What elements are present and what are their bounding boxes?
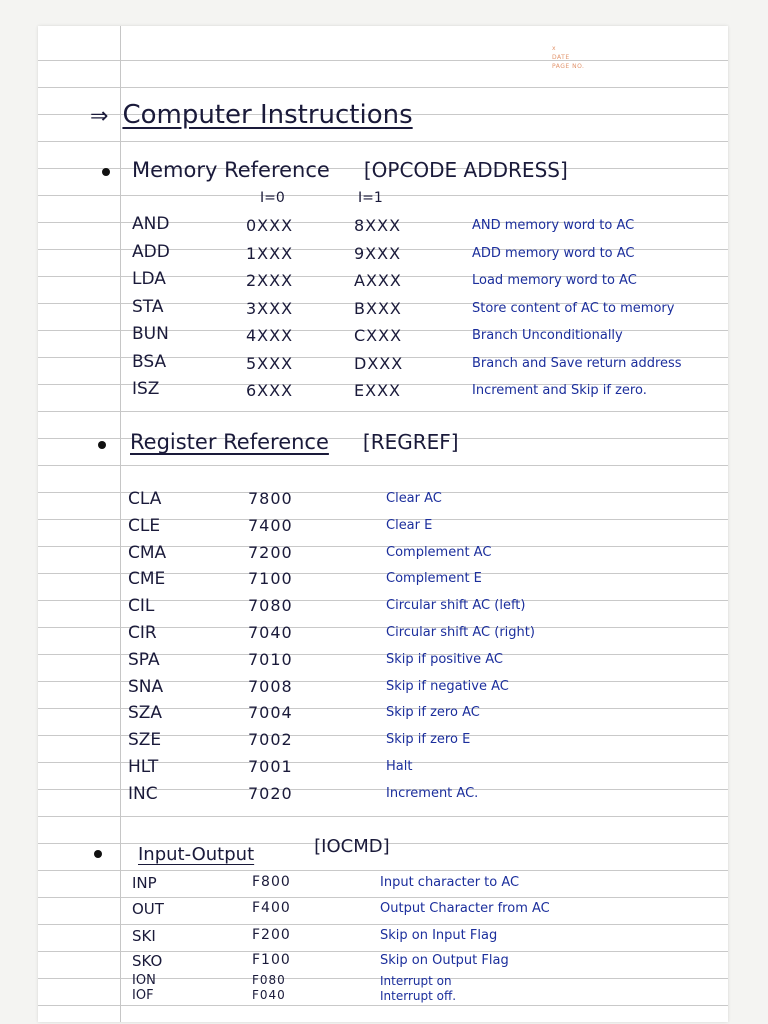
memory-row-mnemonic: BUN [132,324,169,344]
io-row-mnemonic: IOF [132,988,154,1003]
register-heading [130,430,459,454]
io-row-mnemonic: SKO [132,952,163,970]
bullet-icon [98,441,106,449]
page-stamp [552,44,584,71]
register-row-mnemonic: SZA [128,703,163,724]
io-row-code: F800 [252,874,291,890]
memory-row-opcode-i1: CXXX [354,326,403,345]
page-title-text: Computer Instructions [122,100,413,130]
io-heading-text: Input-Output [138,844,255,865]
io-row-code: F200 [252,927,291,943]
memory-row-mnemonic: ISZ [132,379,160,399]
register-row-code: 7080 [248,596,293,616]
register-row-description: Circular shift AC (left) [386,598,526,614]
register-row-mnemonic: SPA [128,649,160,670]
register-row-code: 7100 [248,569,293,589]
register-row-code: 7800 [248,489,293,508]
register-heading-text: Register Reference [130,430,329,454]
register-row-mnemonic: CME [128,569,166,590]
stamp-line-2: DATE [552,54,570,61]
bullet-icon [102,168,110,176]
margin-line [120,26,121,1022]
memory-row-mnemonic: BSA [132,351,167,372]
register-row-code: 7004 [248,703,293,723]
register-row-description: Skip if zero E [386,732,471,748]
register-row-description: Skip if positive AC [386,651,503,667]
io-row-code: F080 [252,973,286,987]
memory-row-opcode-i1: 8XXX [354,216,402,235]
memory-row-opcode-i1: EXXX [354,381,401,400]
io-tag: [IOCMD] [314,836,390,857]
memory-row-opcode-i0: 3XXX [246,298,294,318]
register-row-mnemonic: CIL [128,596,155,617]
register-row-description: Complement AC [386,544,492,560]
register-row-mnemonic: INC [128,783,158,804]
memory-row-mnemonic: AND [132,214,170,234]
memory-row-opcode-i0: 2XXX [246,271,294,290]
register-row-mnemonic: CMA [128,542,167,563]
memory-row-description: Branch and Save return address [472,355,682,371]
register-row-code: 7001 [248,757,293,776]
memory-row-mnemonic: STA [132,296,164,317]
register-row-mnemonic: HLT [128,757,159,777]
io-row-description: Interrupt on [380,974,452,988]
io-row-code: F400 [252,900,291,916]
memory-row-description: AND memory word to AC [472,218,635,233]
memory-row-mnemonic: LDA [132,269,166,289]
memory-heading-text: Memory Reference [132,158,330,182]
memory-row-opcode-i0: 1XXX [246,243,294,263]
register-row-description: Increment AC. [386,785,479,801]
memory-col-i0: I=0 [260,190,285,206]
register-row-mnemonic: SNA [128,676,164,697]
memory-heading [132,158,568,182]
memory-tag: [OPCODE ADDRESS] [363,158,568,182]
io-row-code: F100 [252,952,291,968]
memory-row-opcode-i1: AXXX [354,271,402,290]
io-row-mnemonic: ION [132,973,156,988]
register-row-mnemonic: CIR [128,623,157,643]
io-row-mnemonic: INP [132,874,157,892]
memory-row-description: Branch Unconditionally [472,328,623,343]
register-tag: [REGREF] [362,430,459,454]
register-row-description: Clear AC [386,491,442,506]
memory-row-opcode-i0: 6XXX [246,381,294,400]
memory-row-description: Store content of AC to memory [472,300,675,316]
memory-row-mnemonic: ADD [132,241,170,262]
io-row-description: Input character to AC [380,875,520,890]
register-row-code: 7040 [248,623,293,642]
memory-col-i1: I=1 [358,190,383,206]
memory-row-description: Increment and Skip if zero. [472,383,647,398]
stamp-line-1: x [552,45,557,52]
io-row-description: Skip on Input Flag [380,928,498,943]
register-row-code: 7020 [248,783,293,803]
notebook-page [38,26,728,1022]
stamp-line-3: PAGE NO. [552,63,585,70]
register-row-description: Skip if zero AC [386,705,480,721]
memory-row-opcode-i0: 5XXX [246,353,294,373]
register-row-description: Circular shift AC (right) [386,625,535,640]
memory-row-opcode-i0: 0XXX [246,216,294,235]
register-row-description: Clear E [386,517,433,533]
io-row-mnemonic: OUT [132,900,164,918]
memory-row-opcode-i1: 9XXX [354,243,402,263]
memory-row-opcode-i1: DXXX [354,353,404,373]
register-row-code: 7200 [248,542,293,562]
register-row-code: 7002 [248,730,293,750]
io-row-mnemonic: SKI [132,927,156,945]
arrow-icon: ⇒ [90,104,109,129]
register-row-description: Halt [386,759,413,774]
register-row-mnemonic: CLE [128,515,161,536]
register-row-code: 7010 [248,649,293,669]
io-row-code: F040 [252,988,286,1002]
register-row-code: 7400 [248,515,293,535]
register-row-description: Complement E [386,571,482,587]
memory-row-description: ADD memory word to AC [472,245,635,261]
register-row-mnemonic: CLA [128,489,162,509]
io-row-description: Interrupt off. [380,989,457,1003]
register-row-mnemonic: SZE [128,730,162,751]
register-row-code: 7008 [248,676,293,696]
io-row-description: Skip on Output Flag [380,953,509,968]
register-row-description: Skip if negative AC [386,678,509,694]
memory-row-description: Load memory word to AC [472,273,637,288]
io-heading [138,836,390,865]
memory-row-opcode-i1: BXXX [354,298,402,318]
memory-row-opcode-i0: 4XXX [246,326,294,345]
bullet-icon [94,850,102,858]
io-row-description: Output Character from AC [380,901,550,916]
page-title [90,100,413,130]
